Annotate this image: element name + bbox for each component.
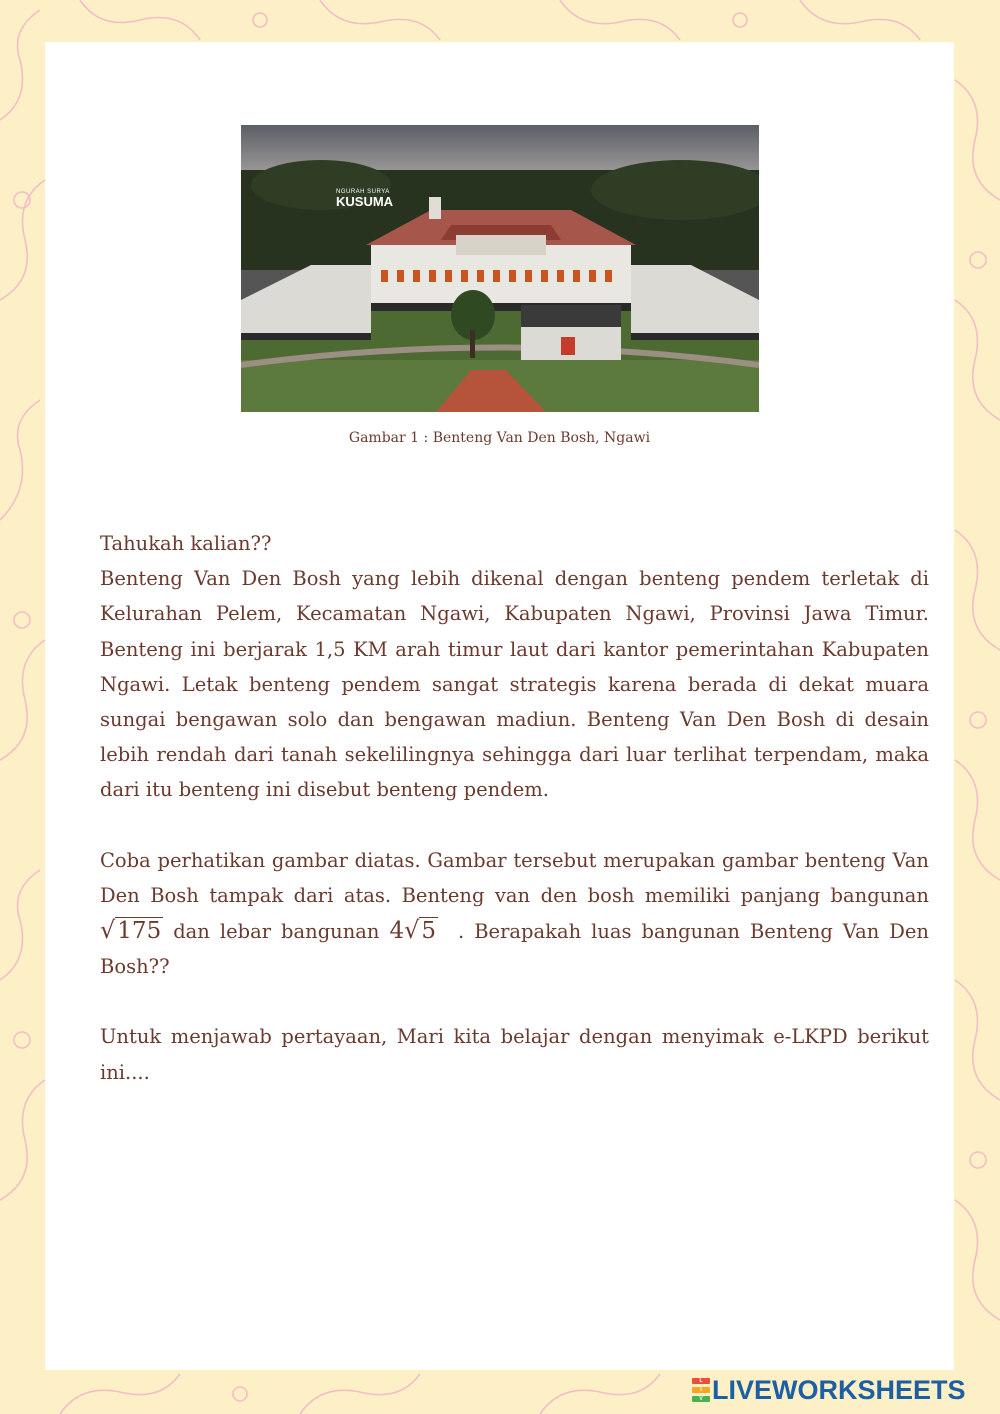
- liveworksheets-logo[interactable]: [692, 1374, 966, 1406]
- photo-watermark: [336, 189, 393, 208]
- length-radicand: 175: [117, 918, 162, 945]
- paragraph-instruction: Untuk menjawab pertayaan, Mari kita belajar dengan menyimak e-LKPD berikut ini....: [100, 1025, 929, 1084]
- question-text-part3: . Berapakah luas bangunan Benteng Van Den Bosh??: [100, 920, 929, 979]
- liveworksheets-icon: L I V: [692, 1378, 710, 1402]
- body-text: [100, 526, 929, 1090]
- paragraph-history: Benteng Van Den Bosh yang lebih dikenal dengan benteng pendem terletak di Kelurahan Pelem, Kecamatan Ngawi, Kabupaten Ngawi, Provinsi Jawa Timur. Benteng ini berjarak 1,5 KM arah timur laut dari kantor pemerintahan Kabupaten Ngawi. Letak benteng pendem sangat strategis karena berada di dekat muara sungai bengawan solo dan bengawan madiun. Benteng Van Den Bosh di desain lebih rendah dari tanah sekelilingnya sehingga dari luar terlihat terpendam, maka dari itu benteng ini disebut benteng pendem.: [100, 567, 929, 802]
- fort-illustration: [241, 125, 759, 412]
- question-text-part1: Coba perhatikan gambar diatas. Gambar tersebut merupakan gambar benteng Van Den Bosh tampak dari atas. Benteng van den bosh memiliki panjang bangunan: [100, 848, 929, 907]
- worksheet-page: [45, 42, 954, 1370]
- length-sqrt: √175: [100, 916, 162, 945]
- figure-caption: Gambar 1 : Benteng Van Den Bosh, Ngawi: [348, 430, 651, 446]
- watermark-small-text: NGURAH SURYA: [336, 189, 390, 195]
- width-sqrt: 4√5: [389, 916, 437, 945]
- fort-photo: [241, 125, 759, 412]
- question-text-part2: dan lebar bangunan: [173, 920, 380, 944]
- width-radicand: 5: [421, 918, 437, 945]
- watermark-big-text: KUSUMA: [336, 194, 394, 209]
- width-coefficient: 4: [389, 918, 405, 945]
- intro-heading: Tahukah kalian??: [100, 532, 272, 555]
- logo-text: LIVEWORKSHEETS: [712, 1374, 966, 1405]
- paragraph-question: [100, 843, 929, 985]
